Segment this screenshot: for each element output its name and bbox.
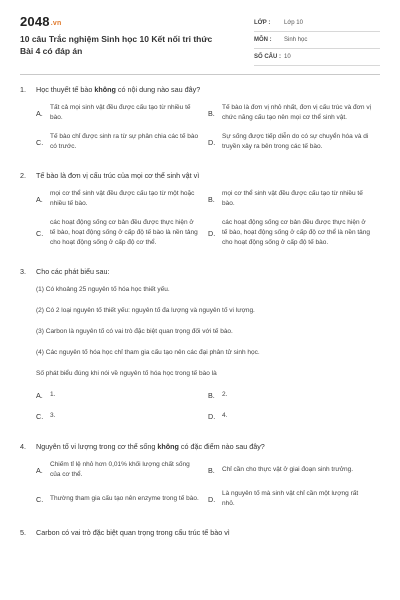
option-text: Tế bào chỉ được sinh ra từ sự phân chia các tế bào có trước. <box>50 133 199 150</box>
statement-prompt: Số phát biểu đúng khi nói về nguyên tố hóa học trong tế bào là <box>36 370 217 377</box>
option-text: Là nguyên tố mà sinh vật chỉ cần một lượng rất nhỏ. <box>222 490 359 507</box>
info-value: Sinh học <box>284 37 308 43</box>
statement-1: (1) Có khoảng 25 nguyên tố hóa học thiết yếu. <box>36 286 170 293</box>
question-stem: Cho các phát biểu sau: <box>36 267 110 276</box>
option-letter: C. <box>36 228 44 238</box>
statement-3: (3) Carbon là nguyên tố có vai trò đặc biệt quan trọng đối với tế bào. <box>36 328 233 335</box>
option-letter: D. <box>208 494 216 504</box>
logo-suffix: .vn <box>50 20 62 27</box>
answer-option-a[interactable] <box>36 103 208 123</box>
option-letter: A. <box>36 108 43 118</box>
question-text <box>20 528 380 538</box>
option-letter: D. <box>208 411 216 421</box>
worksheet-header <box>20 14 380 66</box>
question-text <box>20 85 380 95</box>
option-text: 4. <box>222 412 228 419</box>
question-text <box>20 171 380 181</box>
option-letter: A. <box>36 390 43 400</box>
answer-options <box>20 460 380 518</box>
question-4 <box>20 442 380 518</box>
answer-option-b[interactable] <box>208 189 380 209</box>
question-1 <box>20 85 380 161</box>
question-5 <box>20 528 380 538</box>
option-text: 2. <box>222 391 228 398</box>
info-row-count <box>254 49 380 66</box>
option-text: 3. <box>50 412 56 419</box>
answer-option-d[interactable] <box>208 489 380 509</box>
option-text: Sự sống được tiếp diễn do có sự chuyển hóa và di truyền xảy ra bên trong các tế bào. <box>222 133 369 150</box>
option-letter: B. <box>208 108 215 118</box>
answer-option-b[interactable] <box>208 390 380 400</box>
option-text: 1. <box>50 391 56 398</box>
option-letter: C. <box>36 137 44 147</box>
info-label: LỚP : <box>254 20 271 26</box>
option-letter: D. <box>208 137 216 147</box>
question-text <box>20 267 380 277</box>
question-number: 4. <box>20 442 26 451</box>
answer-option-d[interactable] <box>208 132 380 152</box>
info-row-subject <box>254 32 380 49</box>
option-text: Tất cả mọi sinh vật đều được cấu tạo từ nhiều tế bào. <box>50 104 191 121</box>
info-box <box>254 15 380 66</box>
option-text: Thường tham gia cấu tạo nên enzyme trong tế bào. <box>50 495 199 502</box>
statement-2: (2) Có 2 loại nguyên tố thiết yếu: nguyên tố đa lượng và nguyên tố vi lượng. <box>36 307 255 314</box>
statement-list <box>20 285 380 379</box>
option-letter: B. <box>208 465 215 475</box>
option-text: Tế bào là đơn vị nhỏ nhất, đơn vị cấu trúc và đơn vị chức năng cấu tạo nên mọi cơ thể sinh vật. <box>222 104 372 121</box>
option-text: mọi cơ thể sinh vật đều được cấu tạo từ nhiều tế bào. <box>222 190 363 207</box>
answer-option-c[interactable] <box>36 132 208 152</box>
answer-option-b[interactable] <box>208 460 380 480</box>
info-label: MÔN : <box>254 37 272 43</box>
option-text: các hoạt động sống cơ bản đều được thực hiện ở tế bào, hoạt động sống ở cấp độ tế bào là nền tảng cho hoạt động sống ở cấp độ cơ thể. <box>50 219 198 246</box>
option-letter: C. <box>36 494 44 504</box>
info-label: SỐ CÂU : <box>254 54 281 60</box>
info-value: 10 <box>284 54 291 60</box>
answer-option-a[interactable] <box>36 189 208 209</box>
site-logo[interactable] <box>20 14 225 31</box>
option-text: Chiếm tỉ lệ nhỏ hơn 0,01% khối lượng chất sống của cơ thể. <box>50 461 190 478</box>
option-text: mọi cơ thể sinh vật đều được cấu tạo từ một hoặc nhiều tế bào. <box>50 190 195 207</box>
answer-option-c[interactable] <box>36 411 208 421</box>
option-text: các hoạt động sống cơ bản đều được thực hiện ở tế bào, hoạt động sống ở cấp độ cơ thể là nền tảng cho hoạt động sống ở cấp độ tế bào. <box>222 219 371 246</box>
option-letter: A. <box>36 194 43 204</box>
question-stem: Nguyên tố vi lượng trong cơ thể sống không có đặc điểm nào sau đây? <box>36 442 265 451</box>
answer-option-c[interactable] <box>36 218 208 248</box>
answer-option-d[interactable] <box>208 411 380 421</box>
question-number: 2. <box>20 171 26 180</box>
question-number: 1. <box>20 85 26 94</box>
answer-option-a[interactable] <box>36 390 208 400</box>
option-letter: C. <box>36 411 44 421</box>
question-3 <box>20 267 380 432</box>
answer-options <box>20 103 380 161</box>
question-2 <box>20 171 380 257</box>
answer-option-d[interactable] <box>208 218 380 248</box>
question-stem: Carbon có vai trò đặc biệt quan trọng trong cấu trúc tế bào vì <box>36 528 230 537</box>
statement-4: (4) Các nguyên tố hóa học chỉ tham gia cấu tạo nên các đại phân tử sinh học. <box>36 349 260 356</box>
option-letter: A. <box>36 465 43 475</box>
logo-main: 2048 <box>20 14 50 29</box>
option-text: Chỉ cần cho thực vật ở giai đoạn sinh trưởng. <box>222 466 354 473</box>
answer-option-b[interactable] <box>208 103 380 123</box>
info-row-class <box>254 15 380 32</box>
question-number: 3. <box>20 267 26 276</box>
answer-option-c[interactable] <box>36 489 208 509</box>
option-letter: D. <box>208 228 216 238</box>
info-value: Lớp 10 <box>284 20 303 26</box>
document-title: 10 câu Trắc nghiệm Sinh học 10 Kết nối tri thức Bài 4 có đáp án <box>20 34 213 56</box>
option-letter: B. <box>208 390 215 400</box>
option-letter: B. <box>208 194 215 204</box>
header-left <box>20 14 225 66</box>
answer-options <box>20 189 380 257</box>
header-divider <box>20 74 380 75</box>
answer-option-a[interactable] <box>36 460 208 480</box>
question-number: 5. <box>20 528 26 537</box>
question-stem: Tế bào là đơn vị cấu trúc của mọi cơ thể sinh vật vì <box>36 171 200 180</box>
question-stem: Học thuyết tế bào không có nội dung nào sau đây? <box>36 85 201 94</box>
answer-options <box>20 390 380 432</box>
question-text <box>20 442 380 452</box>
